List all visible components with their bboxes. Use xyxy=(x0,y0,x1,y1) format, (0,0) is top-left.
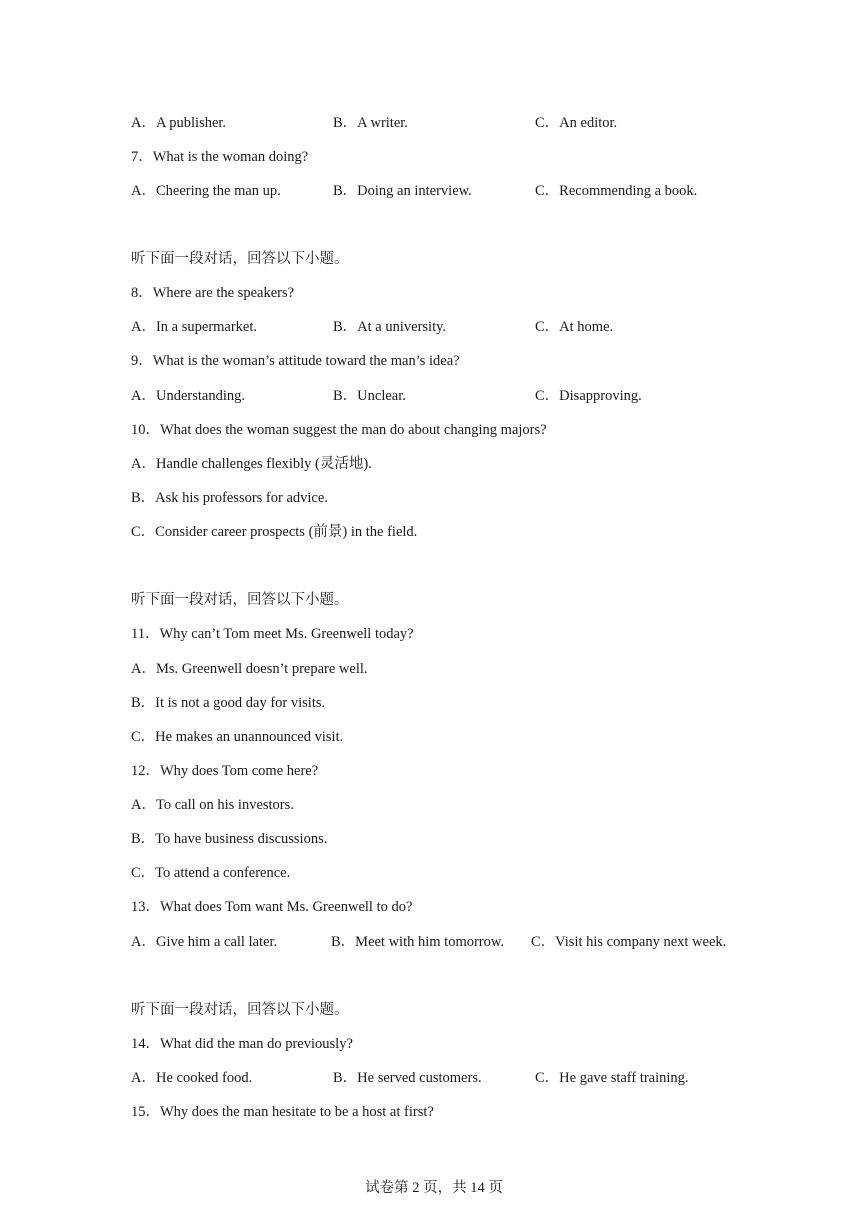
q12-option-c: C．To attend a conference. xyxy=(131,865,291,881)
section-instruction: 听下面一段对话，回答以下小题。 xyxy=(131,251,349,267)
q11-option-b: B．It is not a good day for visits. xyxy=(131,695,326,711)
q6-option-b: B．A writer. xyxy=(333,115,408,131)
q7-option-c: C．Recommending a book. xyxy=(535,183,698,199)
q12-question: 12．Why does Tom come here? xyxy=(131,763,319,779)
q7-option-b: B．Doing an interview. xyxy=(333,183,472,199)
q15-question: 15．Why does the man hesitate to be a host at first? xyxy=(131,1104,434,1120)
q14-option-c: C．He gave staff training. xyxy=(535,1070,689,1086)
q9-option-c: C．Disapproving. xyxy=(535,388,642,404)
q9-option-a: A．Understanding. xyxy=(131,388,245,404)
q14-option-b: B．He served customers. xyxy=(333,1070,482,1086)
page-number-footer: 试卷第 2 页，共 14 页 xyxy=(365,1180,503,1196)
q13-question: 13．What does Tom want Ms. Greenwell to do? xyxy=(131,899,413,915)
q14-option-a: A．He cooked food. xyxy=(131,1070,253,1086)
q8-question: 8．Where are the speakers? xyxy=(131,285,295,301)
q14-question: 14．What did the man do previously? xyxy=(131,1036,353,1052)
q13-option-c: C．Visit his company next week. xyxy=(531,934,727,950)
q10-option-a: A．Handle challenges flexibly (灵活地). xyxy=(131,456,372,472)
q10-option-c: C．Consider career prospects (前景) in the field. xyxy=(131,524,418,540)
q11-option-a: A．Ms. Greenwell doesn’t prepare well. xyxy=(131,661,368,677)
q8-option-a: A．In a supermarket. xyxy=(131,319,258,335)
q12-option-a: A．To call on his investors. xyxy=(131,797,294,813)
q10-option-b: B．Ask his professors for advice. xyxy=(131,490,328,506)
q6-option-a: A．A publisher. xyxy=(131,115,227,131)
section-instruction: 听下面一段对话，回答以下小题。 xyxy=(131,1002,349,1018)
q7-question: 7．What is the woman doing? xyxy=(131,149,309,165)
q11-option-c: C．He makes an unannounced visit. xyxy=(131,729,344,745)
q6-option-c: C．An editor. xyxy=(535,115,618,131)
q13-option-b: B．Meet with him tomorrow. xyxy=(331,934,505,950)
q9-option-b: B．Unclear. xyxy=(333,388,406,404)
q13-option-a: A．Give him a call later. xyxy=(131,934,278,950)
q8-option-b: B．At a university. xyxy=(333,319,447,335)
q9-question: 9．What is the woman’s attitude toward the man’s idea? xyxy=(131,353,460,369)
q7-option-a: A．Cheering the man up. xyxy=(131,183,281,199)
q11-question: 11．Why can’t Tom meet Ms. Greenwell today? xyxy=(131,626,414,642)
q8-option-c: C．At home. xyxy=(535,319,614,335)
q12-option-b: B．To have business discussions. xyxy=(131,831,328,847)
section-instruction: 听下面一段对话，回答以下小题。 xyxy=(131,592,349,608)
q10-question: 10．What does the woman suggest the man do about changing majors? xyxy=(131,422,547,438)
